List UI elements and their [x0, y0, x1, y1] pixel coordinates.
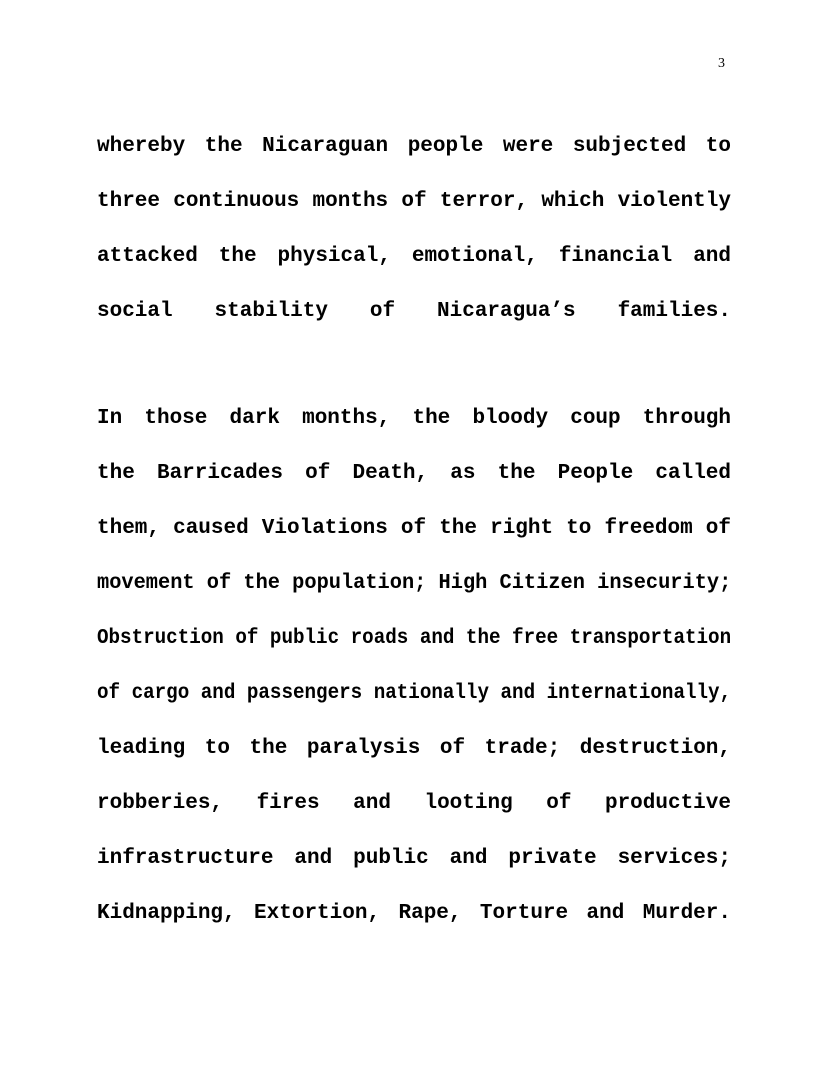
text-line: Kidnapping, Extortion, Rape, Torture and Murder.	[97, 902, 731, 925]
text-line: attacked the physical, emotional, financial and	[97, 245, 731, 268]
page-number: 3	[718, 56, 725, 71]
text-line: Obstruction of public roads and the free transportation	[97, 627, 732, 650]
text-line: the Barricades of Death, as the People called	[97, 462, 731, 485]
text-line: social stability of Nicaragua’s families.	[97, 300, 731, 323]
text-line: infrastructure and public and private services;	[97, 847, 731, 870]
text-line: movement of the population; High Citizen insecurity;	[97, 572, 732, 595]
paragraph-2	[97, 408, 731, 958]
text-line: leading to the paralysis of trade; destruction,	[97, 737, 731, 760]
text-line: robberies, fires and looting of productive	[97, 792, 731, 815]
text-line: In those dark months, the bloody coup through	[97, 407, 731, 430]
text-line: three continuous months of terror, which violently	[97, 190, 731, 213]
paragraph-1	[97, 136, 731, 356]
text-line: of cargo and passengers nationally and internationally,	[97, 682, 732, 705]
text-line: whereby the Nicaraguan people were subjected to	[97, 135, 731, 158]
text-line: them, caused Violations of the right to freedom of	[97, 517, 731, 540]
